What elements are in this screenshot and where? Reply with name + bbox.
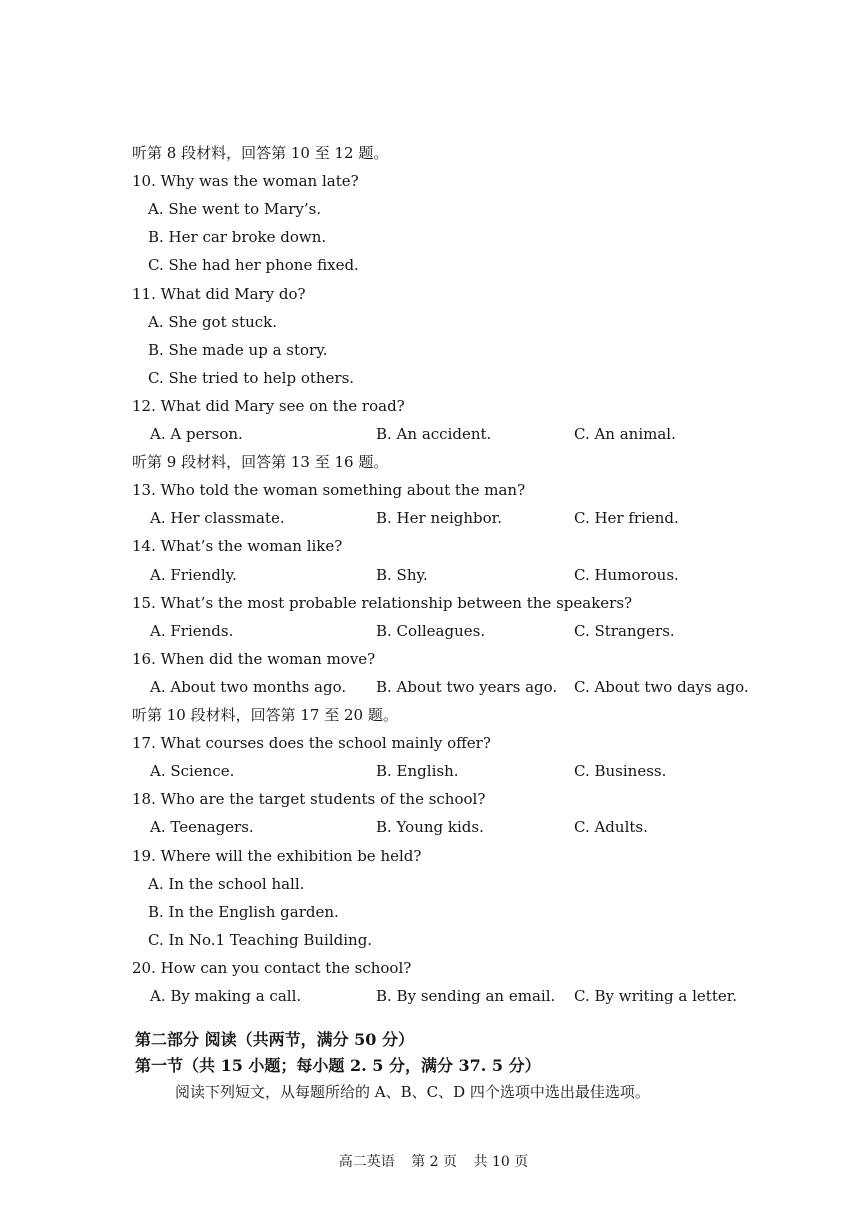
answer-option: C. Humorous. — [574, 566, 679, 584]
page-footer — [0, 1152, 867, 1172]
answer-option: B. Shy. — [376, 566, 428, 584]
option-row — [0, 677, 867, 697]
answer-option: B. Her neighbor. — [376, 509, 502, 527]
section-one-title: 第一节（共 15 小题；每小题 2. 5 分，满分 37. 5 分） — [135, 1056, 541, 1075]
answer-option: B. Her car broke down. — [148, 228, 327, 246]
option-row — [0, 565, 867, 585]
answer-option: A. A person. — [150, 425, 243, 443]
answer-option: B. About two years ago. — [376, 678, 558, 696]
question-text: 10. Why was the woman late? — [132, 172, 359, 190]
question-text: 18. Who are the target students of the school? — [132, 790, 486, 808]
reading-instruction: 阅读下列短文，从每题所给的 A、B、C、D 四个选项中选出最佳选项。 — [175, 1083, 650, 1101]
answer-option: C. Strangers. — [574, 622, 675, 640]
answer-option: A. About two months ago. — [150, 678, 347, 696]
answer-option: A. By making a call. — [150, 987, 302, 1005]
answer-option: A. Teenagers. — [150, 818, 254, 836]
footer-page: 第 2 页 — [411, 1154, 458, 1170]
answer-option: A. Friends. — [150, 622, 234, 640]
option-row — [0, 761, 867, 781]
section-heading: 听第 10 段材料，回答第 17 至 20 题。 — [132, 706, 398, 724]
answer-option: A. Friendly. — [150, 566, 237, 584]
answer-option: C. An animal. — [574, 425, 676, 443]
answer-option: C. About two days ago. — [574, 678, 749, 696]
question-text: 19. Where will the exhibition be held? — [132, 847, 422, 865]
question-text: 15. What’s the most probable relationship between the speakers? — [132, 594, 633, 612]
answer-option: C. Business. — [574, 762, 667, 780]
part-two-title: 第二部分 阅读（共两节，满分 50 分） — [135, 1030, 414, 1049]
answer-option: C. Adults. — [574, 818, 648, 836]
answer-option: B. Colleagues. — [376, 622, 486, 640]
answer-option: B. An accident. — [376, 425, 492, 443]
option-row — [0, 508, 867, 528]
answer-option: C. She had her phone fixed. — [148, 256, 359, 274]
answer-option: A. Her classmate. — [150, 509, 285, 527]
section-heading: 听第 8 段材料，回答第 10 至 12 题。 — [132, 144, 389, 162]
answer-option: B. She made up a story. — [148, 341, 328, 359]
question-text: 16. When did the woman move? — [132, 650, 376, 668]
answer-option: C. In No.1 Teaching Building. — [148, 931, 373, 949]
question-text: 13. Who told the woman something about the man? — [132, 481, 526, 499]
section-heading: 听第 9 段材料，回答第 13 至 16 题。 — [132, 453, 389, 471]
answer-option: C. Her friend. — [574, 509, 679, 527]
question-text: 20. How can you contact the school? — [132, 959, 412, 977]
footer-total: 共 10 页 — [473, 1154, 529, 1170]
question-text: 11. What did Mary do? — [132, 285, 306, 303]
question-text: 14. What’s the woman like? — [132, 537, 343, 555]
answer-option: A. She got stuck. — [148, 313, 278, 331]
option-row — [0, 621, 867, 641]
answer-option: B. In the English garden. — [148, 903, 339, 921]
question-text: 17. What courses does the school mainly offer? — [132, 734, 491, 752]
option-row — [0, 424, 867, 444]
answer-option: C. By writing a letter. — [574, 987, 738, 1005]
footer-subject: 高二英语 — [338, 1154, 395, 1170]
answer-option: A. Science. — [150, 762, 235, 780]
answer-option: A. In the school hall. — [148, 875, 305, 893]
answer-option: B. By sending an email. — [376, 987, 556, 1005]
answer-option: B. English. — [376, 762, 459, 780]
answer-option: B. Young kids. — [376, 818, 484, 836]
answer-option: C. She tried to help others. — [148, 369, 355, 387]
answer-option: A. She went to Mary’s. — [148, 200, 322, 218]
option-row — [0, 817, 867, 837]
option-row — [0, 986, 867, 1006]
question-text: 12. What did Mary see on the road? — [132, 397, 405, 415]
